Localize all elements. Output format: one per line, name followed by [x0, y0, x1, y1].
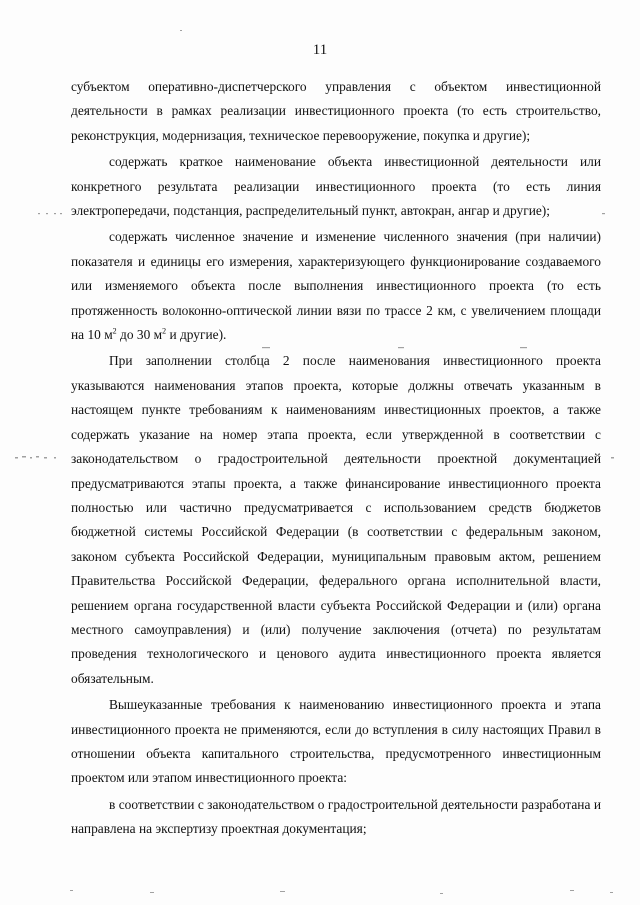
paragraph-3-end: и другие). — [166, 327, 227, 343]
paragraph-3-text: содержать численное значение и изменение численного значения (при наличии) показателя и единицы его измерения, характеризующего функционирование создаваемого или изменяемого объекта после выполнения инвестиционного проекта (то есть протяженность волоконно-оптической линии вязи по трассе 2 км, с увеличением площади на 10 м — [71, 229, 601, 343]
paragraph-2: содержать краткое наименование объекта инвестиционной деятельности или конкретного результата реализации инвестиционного проекта (то есть линия электропередачи, подстанция, распределительный пункт, автокран, ангар и другие); — [71, 154, 601, 219]
paragraph-6: в соответствии с законодательством о градостроительной деятельности разработана и направлена на экспертизу проектная документация; — [71, 796, 601, 837]
paragraph-1: субъектом оперативно-диспетчерского управления с объектом инвестиционной деятельности в рамках реализации инвестиционного проекта (то есть строительство, реконструкция, модернизация, техническое перевооружение, покупка и другие); — [71, 79, 601, 143]
paragraph-3 — [71, 225, 601, 347]
superscript-2: 2 — [162, 326, 167, 336]
page-number: 11 — [312, 42, 328, 58]
paragraph-5: Вышеуказанные требования к наименованию инвестиционного проекта и этапа инвестиционного проекта не применяются, если до вступления в силу настоящих Правил в отношении объекта капитального строительства, предусмотренного инвестиционным проектом или этапом инвестиционного проекта: — [71, 697, 601, 786]
paragraph-3-mid: до 30 м — [116, 327, 163, 343]
document-body — [71, 75, 601, 842]
superscript-1: 2 — [112, 326, 117, 336]
paragraph-4: При заполнении столбца 2 после наименования инвестиционного проекта указываются наименования этапов проекта, которые должны отвечать указанным в настоящем пункте требованиям к наименованиям инвестиционных проектов, а также содержать указание на номер этапа проекта, если утвержденной в соответствии с законодательством о градостроительной деятельности проектной документацией предусматриваются этапы проекта, а также финансирование инвестиционного проекта полностью или частично предусматривается с использованием средств бюджетов бюджетной системы Российской Федерации (в соответствии с федеральным законом, законом субъекта Российской Федерации, муниципальным правовым актом, решением Правительства Российской Федерации, федерального органа исполнительной власти, решением органа государственной власти субъекта Российской Федерации и (или) органа местного самоуправления) и (или) получение заключения (отчета) по результатам проведения технологического и ценового аудита инвестиционного проекта является обязательным. — [71, 353, 601, 686]
